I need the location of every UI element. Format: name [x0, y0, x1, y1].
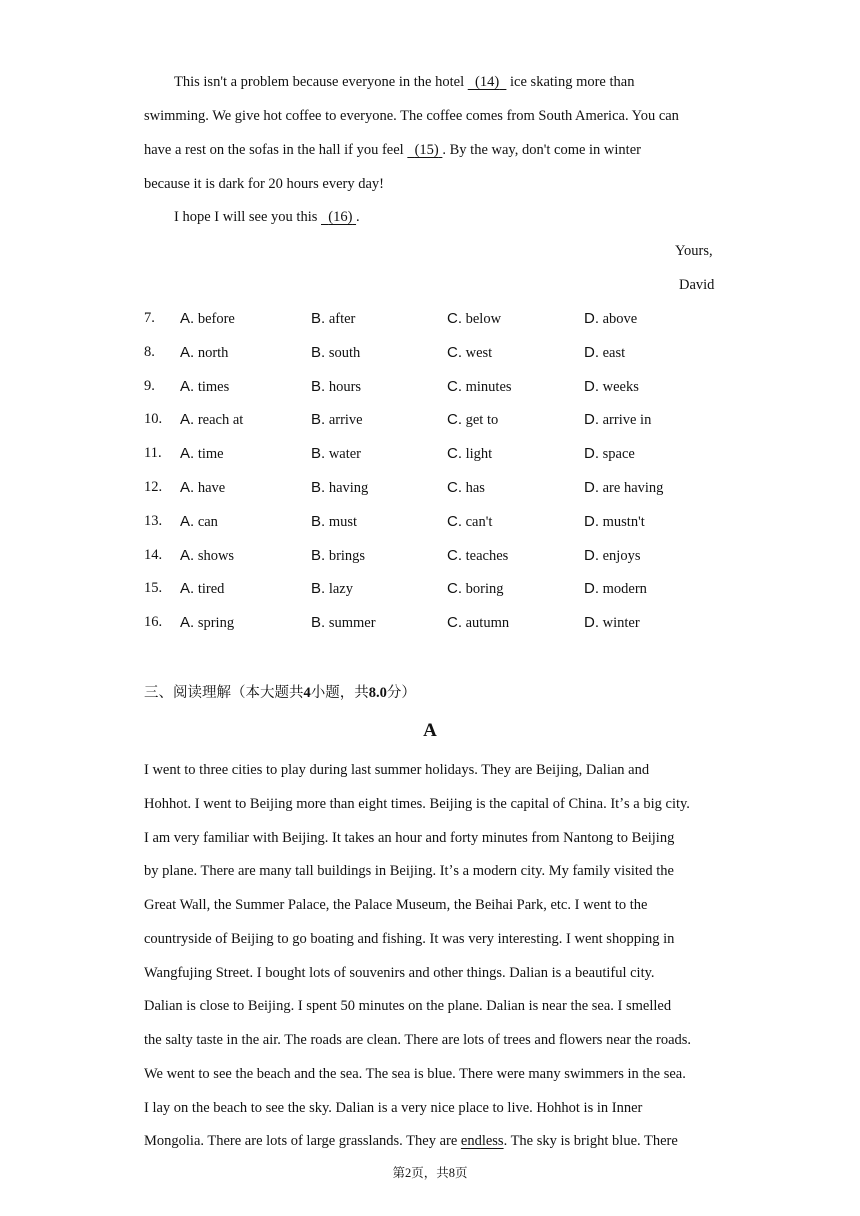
option-c: C. below [447, 310, 502, 327]
question-number: 10. [144, 411, 163, 428]
option-a: A. north [180, 343, 229, 361]
option-d: D. modern [584, 580, 647, 598]
question-row [144, 614, 724, 634]
question-number: 16. [144, 614, 163, 631]
letter-line-5 [174, 209, 360, 226]
passage-line: countryside of Beijing to go boating and fishing. It was very interesting. I went shopping in [144, 930, 675, 947]
option-b: B. must [311, 512, 358, 530]
passage-line: the salty taste in the air. The roads are clean. There are lots of trees and flowers near the roads. [144, 1032, 692, 1048]
text: This isn't a problem because everyone in the hotel [174, 74, 468, 90]
question-row [144, 378, 724, 398]
option-d: D. winter [584, 614, 640, 632]
passage-line: I went to three cities to play during last summer holidays. They are Beijing, Dalian and [144, 762, 650, 778]
question-row [144, 479, 724, 499]
text: ice skating more than [506, 74, 635, 90]
option-c: C. west [447, 343, 493, 361]
question-row [144, 547, 724, 567]
passage-line: We went to see the beach and the sea. The sea is blue. There were many swimmers in the sea. [144, 1065, 686, 1082]
option-b: B. lazy [311, 580, 353, 598]
page-footer: 第2页，共8页 [392, 1166, 468, 1180]
text: have a rest on the sofas in the hall if you feel [144, 142, 408, 158]
option-d: D. space [584, 445, 635, 463]
question-row [144, 513, 724, 533]
option-d: D. weeks [584, 377, 639, 395]
option-c: C. teaches [447, 546, 509, 564]
letter-line-4: because it is dark for 20 hours every day! [144, 176, 384, 192]
option-c: C. light [447, 445, 493, 463]
question-number: 14. [144, 546, 163, 563]
option-d: D. are having [584, 479, 664, 496]
option-b: B. south [311, 343, 361, 361]
question-row [144, 411, 724, 431]
letter-line-2: swimming. We give hot coffee to everyone. The coffee comes from South America. You can [144, 108, 679, 124]
option-a: A. have [180, 479, 226, 496]
option-b: B. having [311, 479, 369, 496]
option-d: D. east [584, 343, 626, 361]
passage-line: I am very familiar with Beijing. It takes an hour and forty minutes from Nantong to Beijing [144, 829, 675, 846]
question-number: 12. [144, 479, 163, 495]
blank-15: (15) [414, 142, 439, 158]
passage-line: Wangfujing Street. I bought lots of souvenirs and other things. Dalian is a beautiful city. [144, 964, 655, 981]
passage-line-12: Mongolia. There are lots of large grasslands. They are endless. The sky is bright blue. There [144, 1133, 678, 1149]
underlined-word: endless [460, 1133, 504, 1149]
passage-line: Dalian is close to Beijing. I spent 50 minutes on the plane. Dalian is near the sea. I smelled [144, 998, 672, 1015]
letter-closing: Yours, [675, 243, 713, 259]
option-a: A. can [180, 512, 218, 530]
option-a: A. reach at [180, 411, 244, 429]
option-b: B. summer [311, 614, 376, 632]
option-d: D. enjoys [584, 546, 641, 564]
option-a: A. time [180, 445, 224, 463]
option-a: A. shows [180, 546, 235, 564]
question-number: 7. [144, 310, 155, 326]
question-number: 8. [144, 343, 155, 360]
option-a: A. tired [180, 580, 225, 598]
option-c: C. boring [447, 580, 504, 598]
option-c: C. get to [447, 411, 499, 429]
question-row [144, 580, 724, 600]
option-b: B. arrive [311, 411, 363, 429]
option-c: C. has [447, 479, 485, 496]
option-b: B. water [311, 445, 362, 463]
passage-label: A [423, 720, 437, 741]
option-b: B. after [311, 310, 356, 327]
question-number: 13. [144, 512, 163, 529]
question-row [144, 445, 724, 465]
option-d: D. above [584, 310, 638, 327]
question-number: 15. [144, 580, 163, 597]
option-c: C. autumn [447, 614, 510, 632]
blank-16: (16) [328, 209, 353, 225]
blank-14: (14) [474, 74, 500, 90]
letter-line-3 [144, 142, 641, 159]
text: . By the way, don't come in winter [442, 142, 641, 158]
option-d: D. arrive in [584, 411, 652, 429]
text: I hope I will see you this [174, 209, 321, 225]
passage-line: Great Wall, the Summer Palace, the Palace Museum, the Beihai Park, etc. I went to the [144, 897, 648, 913]
letter-signature: David [679, 277, 715, 293]
question-row [144, 344, 724, 364]
passage-line: Hohhot. I went to Beijing more than eight times. Beijing is the capital of China. Itʼs a big city. [144, 795, 690, 812]
option-a: A. before [180, 310, 235, 327]
question-row [144, 310, 724, 330]
text: . [356, 209, 360, 225]
option-b: B. hours [311, 377, 362, 395]
letter-line-1 [174, 74, 634, 91]
option-c: C. minutes [447, 377, 512, 395]
option-a: A. times [180, 377, 230, 395]
option-c: C. can't [447, 512, 493, 530]
section-title: 三、阅读理解（本大题共4小题，共8.0分） [144, 685, 416, 701]
question-number: 9. [144, 377, 155, 394]
option-d: D. mustn't [584, 512, 645, 530]
passage-line: by plane. There are many tall buildings in Beijing. Itʼs a modern city. My family visited the [144, 863, 674, 880]
passage-line: I lay on the beach to see the sky. Dalian is a very nice place to live. Hohhot is in Inner [144, 1099, 643, 1116]
question-number: 11. [144, 445, 162, 462]
option-a: A. spring [180, 614, 235, 632]
option-b: B. brings [311, 546, 366, 564]
